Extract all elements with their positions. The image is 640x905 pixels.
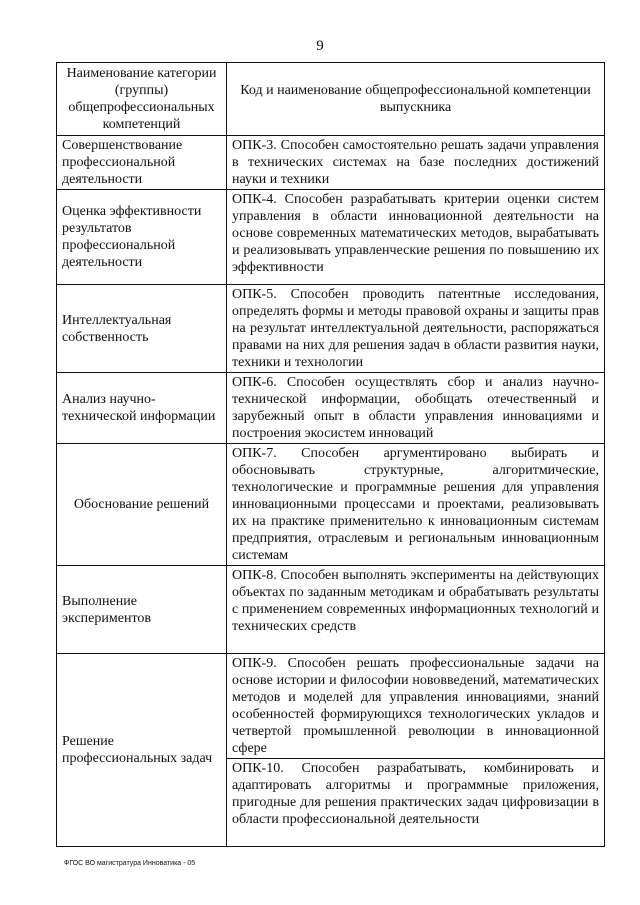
category-cell: Оценка эффективности результатов профессиональной деятельности [57, 190, 227, 285]
header-category: Наименование категории (группы) общепрофессиональных компетенций [57, 63, 227, 136]
competence-cell: ОПК-3. Способен самостоятельно решать задачи управления в технических системах на базе последних достижений науки и техники [227, 136, 605, 190]
competence-cell: ОПК-8. Способен выполнять эксперименты на действующих объектах по заданным методикам и обрабатывать результаты с применением современных информационных технологий и технических средств [227, 566, 605, 654]
table-row [57, 285, 605, 373]
competence-cell: ОПК-5. Способен проводить патентные исследования, определять формы и методы правовой охраны и защиты прав на результат интеллектуальной деятельности, распоряжаться правами на них для решения задач в области развития науки, техники и технологии [227, 285, 605, 373]
competencies-table [56, 62, 605, 847]
category-cell: Совершенствование профессиональной деятельности [57, 136, 227, 190]
competence-cell: ОПК-7. Способен аргументировано выбирать и обосновывать структурные, алгоритмические, технологические и программные решения для управления инновационными процессами и проектами, реализовывать их на практике применительно к инновационным системам предприятия, отраслевым и региональным инновационным системам [227, 444, 605, 566]
competence-cell: ОПК-10. Способен разрабатывать, комбинировать и адаптировать алгоритмы и программные приложения, пригодные для решения практических задач цифровизации в области профессиональной деятельности [227, 759, 605, 847]
header-competence: Код и наименование общепрофессиональной компетенции выпускника [227, 63, 605, 136]
table-row [57, 444, 605, 566]
table-header-row [57, 63, 605, 136]
category-cell: Анализ научно-технической информации [57, 373, 227, 444]
category-cell: Обоснование решений [57, 444, 227, 566]
table-row [57, 136, 605, 190]
competence-cell: ОПК-6. Способен осуществлять сбор и анализ научно-технической информации, обобщать отечественный и зарубежный опыт в области управления инновациями и построения экосистем инноваций [227, 373, 605, 444]
category-cell: Выполнение экспериментов [57, 566, 227, 654]
category-cell: Интеллектуальная собственность [57, 285, 227, 373]
competence-cell: ОПК-9. Способен решать профессиональные задачи на основе истории и философии нововведений, математических методов и моделей для управления инновациями, знаний особенностей формирующихся технологических укладов и четвертой промышленной революции в инновационной сфере [227, 654, 605, 759]
competence-cell: ОПК-4. Способен разрабатывать критерии оценки систем управления в области инновационной деятельности на основе современных математических методов, вырабатывать и реализовывать управленческие решения по повышению их эффективности [227, 190, 605, 285]
page-number: 9 [316, 38, 324, 54]
table-row [57, 566, 605, 654]
category-cell: Решение профессиональных задач [57, 654, 227, 847]
table-row [57, 373, 605, 444]
table-row [57, 190, 605, 285]
footer: ФГОС ВО магистратура Инноватика - 05 [64, 860, 196, 867]
table-row [57, 654, 605, 759]
